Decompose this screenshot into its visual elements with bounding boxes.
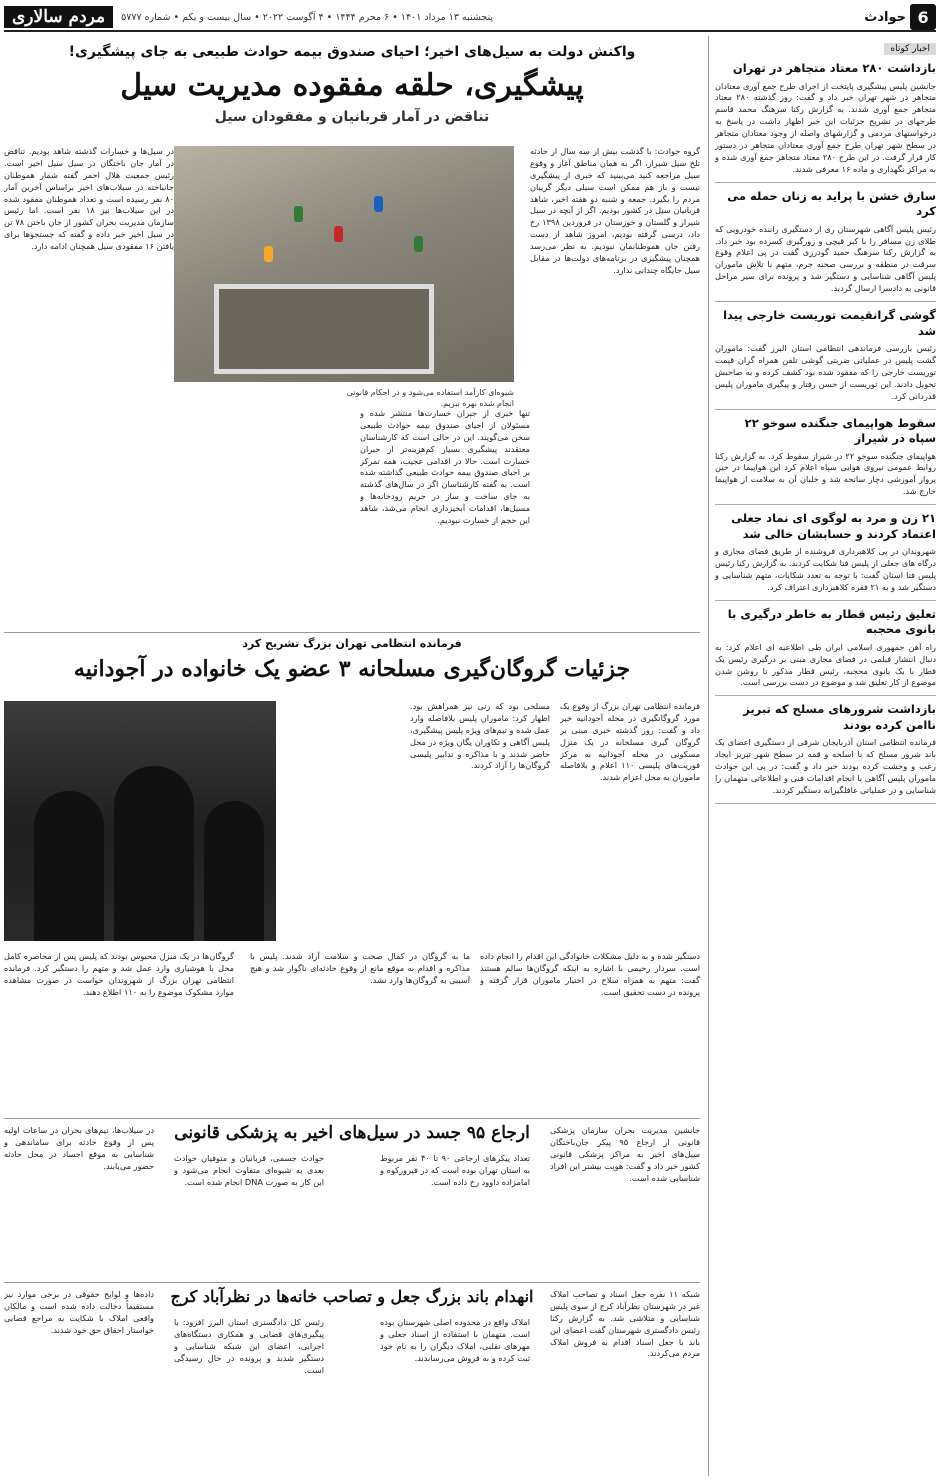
worker-figure [294, 206, 303, 222]
story2-bottom-c: گروگان‌ها در یک منزل محبوس بودند که پلیس پس از محاصره کامل محل با هوشیاری وارد عمل شد و متهم را دستگیر کرد. فرمانده انتظامی تهران بزرگ از شهروندان خواست در صورت مشاهده موارد مشکوک موضوع را به ۱۱۰ اطلاع دهند. [4, 951, 234, 997]
section-name: حوادث [864, 9, 906, 25]
story1-col-left: در سیل‌ها و خسارات گذشته شاهد بودیم. تناقض در آمار جان باختگان در سیل سیل اخیر است. رئیس جمعیت هلال احمر گفته شمار هموطنان جانباخته در سیلاب‌های اخیر براساس آخرین آمار ۸۰ نفر رسیده است و تعداد هموطنان مفقود شده در این سیلاب‌ها نیز ۱۸ نفر است. اما رئیس سازمان مدیریت بحران کشور از جان باختن ۷۸ تن در سیل اخیر خبر داده و گفته که جستجوها برای یافتن ۱۶ مفقودی سیل همچنان ادامه دارد. [4, 146, 174, 252]
brief-body: شهروندان در پی کلاهبرداری فروشنده از طریق فضای مجازی و درگاه های جعلی از پلیس فتا شکایت کردند. به گزارش رکنا رئیس پلیس فتا استان گفت: با توجه به تعدد شکایات، متهم شناسایی و دستگیر شد و به ۲۱ فقره کلاهبرداری اعتراف کرد. [715, 546, 936, 592]
brief-title: تعلیق رئیس قطار به خاطر درگیری با بانوی محجبه [727, 606, 936, 637]
story2-headline: جزئیات گروگان‌گیری مسلحانه ۳ عضو یک خانواده در آجودانیه [73, 656, 631, 682]
officer-figure [34, 791, 104, 941]
brief-title: بازداشت شرورهای مسلح که تبریز ناامن کرده بودند [743, 702, 936, 732]
story1-col-mid: تنها خبری از جبران خسارت‌ها منتشر شده و مسئولان از احیای صندوق بیمه حوادث طبیعی سخن می‌گویند. این در حالی است که کارشناسان معتقدند پیشگیری بسیار کم‌هزینه‌تر از جبران خسارت است. حالا در اقدامی عجیب، همه تمرکز بر احیای صندوق بیمه حوادث طبیعی گذاشته شده است. به گفته کارشناسان اگر در سال‌های گذشته به جای ساخت و ساز در حریم رودخانه‌ها و مسیل‌ها، اقدامات آبخیزداری انجام می‌شد، شاهد این حجم از خسارت نبودیم. [360, 408, 530, 526]
story1-kicker: واکنش دولت به سیل‌های اخیر؛ احیای صندوق بیمه حوادث طبیعی به جای پیشگیری! [68, 44, 636, 60]
worker-figure [264, 246, 273, 262]
column-tag: اخبار کوتاه [884, 43, 936, 55]
story3-col-d: در سیلاب‌ها، تیم‌های بحران در ساعات اولیه پس از وقوع حادثه برای ساماندهی و شناسایی به موقع اجساد در محل حادثه حضور می‌یابند. [4, 1125, 154, 1171]
story4 [4, 1282, 700, 1478]
brief-item [715, 416, 936, 506]
brief-body: رئیس پلیس آگاهی شهرستان ری از دستگیری راننده خودرویی که طلای زن مسافر را با کبر قیچی و زورگیری کسرده بود خبر داد. به گزارش رکنا سرهنگ حمید گودرزی گفت در پی اعلام وقوع سرقت در منطقه و بررسی صحنه جرم، متهم با تلاش ماموران پلیس آگاهی شناسایی و دستگیر شد و پرونده برای سیر مراحل قانونی به دادسرا ارسال گردید. [715, 223, 936, 294]
police-photo [4, 701, 276, 941]
officer-figure [204, 801, 264, 941]
flood-photo [174, 146, 514, 382]
story3 [4, 1118, 700, 1278]
main-content [4, 36, 700, 1476]
story4-col-a: شبکه ۱۱ نفره جعل اسناد و تصاحب املاک غیر در شهرستان نظرآباد کرج از سوی پلیس شناسایی و متلاشی شد. به گزارش رکنا رئیس دادگستری شهرستان گفت اعضای این باند با جعل اسناد اقدام به فروش املاک مردم می‌کردند. [550, 1289, 700, 1359]
story3-col-c: حوادث جسمی، قربانیان و متوفیان حوادث بعدی به شیوه‌ای متفاوت انجام می‌شود و این کار به صورت DNA انجام شده است. [174, 1153, 324, 1187]
story4-col-c: رئیس کل دادگستری استان البرز افزود: با پیگیری‌های قضایی و همکاری دستگاه‌های اجرایی، اعضای این شبکه شناسایی و دستگیر شدند و پرونده در حال رسیدگی است. [174, 1317, 324, 1375]
story3-col-a: جانشین مدیریت بحران سازمان پزشکی قانونی از ارجاع ۹۵ پیکر جان‌باختگان سیل‌های اخیر به مراکز پزشکی قانونی کشور خبر داد و گفت: هویت بیشتر این افراد شناسایی شده است. [550, 1125, 700, 1183]
brief-item [715, 607, 936, 697]
story2-col-a: فرمانده انتظامی تهران بزرگ از وقوع یک مورد گروگانگیری در محله آجودانیه خبر داد و گفت: روز گذشته خبری مبنی بر گروگان گیری مسلحانه در یک منزل مسکونی در محله آجودانیه به مرکز فوریت‌های پلیسی ۱۱۰ اعلام و بلافاصله ماموران به محل اعزام شدند. [560, 701, 700, 783]
section-number: 6 [910, 4, 936, 30]
story4-col-d: داده‌ها و لوایح حقوقی در برخی موارد نیز مستقیماً دخالت داده شده است و مالکان واقعی املاک با شکایت به مراجع قضایی خواستار احقاق حق خود شدند. [4, 1289, 154, 1335]
worker-figure [414, 236, 423, 252]
brief-item [715, 702, 936, 803]
masthead [4, 4, 936, 32]
brief-title: گوشی گرانقیمت توریست خارجی پیدا شد [723, 308, 936, 338]
brief-title: ۲۱ زن و مرد به لوگوی ای نماد جعلی اعتماد کردند و حسابشان خالی شد [731, 511, 936, 541]
brief-item [715, 61, 936, 183]
brief-title: سارق خشن با پراید به زنان حمله می کرد [727, 188, 936, 219]
brief-body: راه آهن جمهوری اسلامی ایران طی اطلاعیه ای اعلام کرد: به دنبال انتشار فیلمی در فضای مجازی مبنی بر درگیری رئیس یک قطار با یک بانوی محجبه، رئیس قطار مذکور تا روشن شدن موضوع از کار تعلیق شد و موضوع در دست بررسی است. [715, 641, 936, 688]
story1-subhead: تناقض در آمار قربانیان و مفقودان سیل [214, 109, 490, 125]
story3-col-b: تعداد پیکرهای ارجاعی ۹۰ تا ۴۰ نفر مربوط به استان تهران بوده است که در فیروزکوه و امامزاده داوود رخ داده است. [380, 1153, 530, 1187]
story2-bottom-a: دستگیر شده و به دلیل مشکلات خانوادگی این اقدام را انجام داده است. سردار رحیمی با اشاره به اینکه گروگان‌ها سالم هستند گفت: متهم به همراه سلاح در اختیار ماموران قرار گرفته و پرونده در دست تحقیق است. [480, 951, 700, 997]
story4-col-b: املاک واقع در محدوده اصلی شهرستان بوده است. متهمان با استفاده از اسناد جعلی و مهرهای تقلبی، املاک دیگران را به نام خود ثبت کرده و به فروش می‌رساندند. [380, 1317, 530, 1363]
story1-col-right: گروه حوادث: با گذشت بیش از سه سال از حادثه تلخ سیل شیراز، اگر به همان مناطق آغاز و وقوع سیل مراجعه کنید می‌بینید که خبری از پیشگیری نیست و باز هم ممکن است سیلی دیگر گریبان مردم را بگیرد. جمعه و شنبه دو هفته اخیر، شاهد قربانیان سیل در کشور بودیم. اگر از آنچه در سیل شیراز و گلستان و خوزستان در فروردین ۱۳۹۸ رخ داد، درسی گرفته بودیم، امروز شاهد از دست رفتن جان هموطنانمان نبودیم. به نظر می‌رسد همچنان پیشگیری در برنامه‌های دولت‌ها در مقابل سیل جایگاه چندانی ندارد. [530, 146, 700, 275]
officer-figure [114, 766, 194, 941]
worker-figure [374, 196, 383, 212]
story2 [4, 632, 700, 1118]
date-line: پنجشنبه ۱۳ مرداد ۱۴۰۱ • ۶ محرم ۱۴۴۴ • ۴ آگوست ۲۰۲۲ • سال بیست و یکم • شماره ۵۷۷۷ [121, 11, 493, 23]
story4-headline: انهدام باند بزرگ جعل و تصاحب خانه‌ها در نظرآباد کرج [170, 1287, 534, 1306]
brand-logo: مردم سالاری [4, 6, 113, 28]
brief-title: بازداشت ۲۸۰ معتاد متجاهر در تهران [732, 61, 936, 75]
brief-item [715, 511, 936, 601]
photo-caption: شیوه‌ای کارآمد استفاده می‌شود و در احکام قانونی انجام شده بهره ببریم. [346, 388, 514, 408]
worker-figure [334, 226, 343, 242]
story1-headline: پیشگیری، حلقه مفقوده مدیریت سیل [120, 68, 584, 103]
section-header [864, 4, 936, 30]
brief-item [715, 189, 936, 302]
brief-body: جانشین پلیس پیشگیری پایتخت از اجرای طرح جمع آوری معتادان متجاهر در شهر تهران خبر داد و گفت: روز گذشته ۲۸۰ معتاد متجاهر جمع آوری شدند. به گزارش رکنا سرهنگ محمد قاسم طرحهای در تشریح جزئیات این خبر اظهار داشت در پاسخ به درخواستهای مردمی و گزارشهای واصله از وجود معتادان متجاهر در سطح شهر تهران طرح جمع آوری معتادان متجاهر در دستور کار قرار گرفت. در این طرح ۲۸۰ معتاد متجاهر جمع آوری شده و به مراکز نگهداری و ماده ۱۶ معرفی شدند. [715, 80, 936, 174]
story1-body [4, 146, 700, 616]
brief-title: سقوط هواپیمای جنگنده سوخو ۲۲ سپاه در شیراز [744, 415, 936, 446]
story2-bottom-b: ما به گروگان در کمال صحت و سلامت آزاد شدند. پلیس با مذاکره و اقدام به موقع مانع از وقوع حادثه‌ای ناگوار شد و هیچ آسیبی به گروگان‌ها وارد نشد. [250, 951, 470, 985]
story2-kicker: فرمانده انتظامی تهران بزرگ تشریح کرد [242, 637, 462, 650]
news-briefs-column [708, 36, 936, 1476]
brief-body: رئیس بازرسی فرماندهی انتظامی استان البرز گفت: ماموران گشت پلیس در عملیاتی ضربتی گوشی تلفن همراه گران قیمت توریست خارجی را که مفقود شده بود کشف کرده و به صاحبش تحویل دادند. این توریست از حسن رفتار و پیگیری ماموران پلیس قدردانی کرد. [715, 343, 936, 401]
flood-channel-shape [214, 284, 434, 374]
story2-col-b: مسلحی بود که زنی نیز همراهش بود. اظهار کرد: ماموران پلیس بلافاصله وارد عمل شده و تیم‌های ویژه پلیس پیشگیری، پلیس آگاهی و تکاوران یگان ویژه در محل حاضر شدند و با مذاکره و تدابیر پلیسی گروگان‌ها را آزاد کردند. [410, 701, 550, 771]
story3-headline: ارجاع ۹۵ جسد در سیل‌های اخیر به پزشکی قانونی [174, 1123, 530, 1143]
brief-body: فرمانده انتظامی استان آذربایجان شرقی از دستگیری اعضای یک باند شرور مسلح که با اسلحه و قمه در سطح شهر تبریز ایجاد رعب و وحشت کرده بودند خبر داد و گفت: در پی این حوادث ماموران پلیس آگاهی با انجام اقدامات فنی و اطلاعاتی متهمان را شناسایی و در عملیاتی غافلگیرانه دستگیر کردند. [715, 737, 936, 795]
brand-block [4, 4, 493, 30]
brief-item [715, 308, 936, 409]
brief-body: هواپیمای جنگنده سوخو ۲۲ در شیراز سقوط کرد. به گزارش رکنا روابط عمومی نیروی هوایی سپاه اعلام کرد این هواپیما در حین پرواز آموزشی دچار سانحه شد و خلبان آن به سلامت از هواپیما خارج شد. [715, 450, 936, 497]
